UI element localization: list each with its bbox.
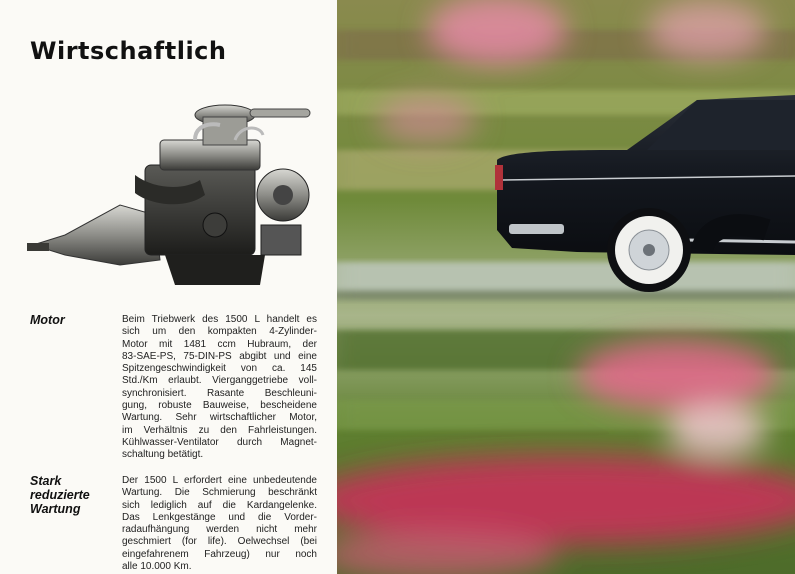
page-headline: Wirtschaftlich <box>30 37 227 65</box>
engine-photo <box>25 95 325 295</box>
body-line: alle 10.000 Km. <box>122 561 192 573</box>
body-line: 83-SAE-PS, 75-DIN-PS abgibt und eine <box>122 350 317 362</box>
body-line: Kühlwasser-Ventilator durch Magnet- <box>122 436 317 448</box>
body-line: Spitzengeschwindigkeit von ca. 145 <box>122 363 317 375</box>
body-line: Der 1500 L erfordert eine unbedeutende <box>122 475 317 486</box>
body-line: Wartung. Sehr wirtschaftlicher Motor, <box>122 412 317 424</box>
heading-line: Wartung <box>30 502 81 516</box>
body-line: eingefahrenem Fahrzeug) nur noch <box>122 548 317 560</box>
body-line: sich um den kompakten 4-Zylinder- <box>122 326 317 338</box>
body-line: schaltung betätigt. <box>122 449 204 461</box>
body-line: gung, robuste Bauweise, bescheidene <box>122 400 317 412</box>
body-line: im Verhältnis zu den Fahrleistungen. <box>122 424 317 436</box>
section-motor-body <box>122 314 317 462</box>
heading-line: reduzierte <box>30 488 90 502</box>
body-line: Beim Triebwerk des 1500 L handelt es <box>122 314 317 325</box>
section-wartung-heading <box>30 474 116 516</box>
section-motor-heading <box>30 313 116 327</box>
body-line: sich lediglich auf die Kardangelenke. <box>122 499 317 511</box>
body-line: radaufhängung werden nicht mehr <box>122 524 317 536</box>
body-line: synchronisiert. Rasante Beschleuni- <box>122 387 317 399</box>
body-line: Das Lenkgestänge und die Vorder- <box>122 511 317 523</box>
car-photo <box>337 0 795 574</box>
heading-line: Stark <box>30 474 62 488</box>
body-line: Std./Km erlaubt. Vierganggetriebe voll- <box>122 375 317 387</box>
body-line: Motor mit 1481 ccm Hubraum, der <box>122 338 317 350</box>
right-page-photo <box>337 0 795 574</box>
left-page <box>0 0 338 574</box>
body-line: geschmiert (for life). Oelwechsel (bei <box>122 536 317 548</box>
heading-line: Motor <box>30 313 65 327</box>
body-line: Wartung. Die Schmierung beschränkt <box>122 487 317 499</box>
section-wartung-body <box>122 475 317 573</box>
